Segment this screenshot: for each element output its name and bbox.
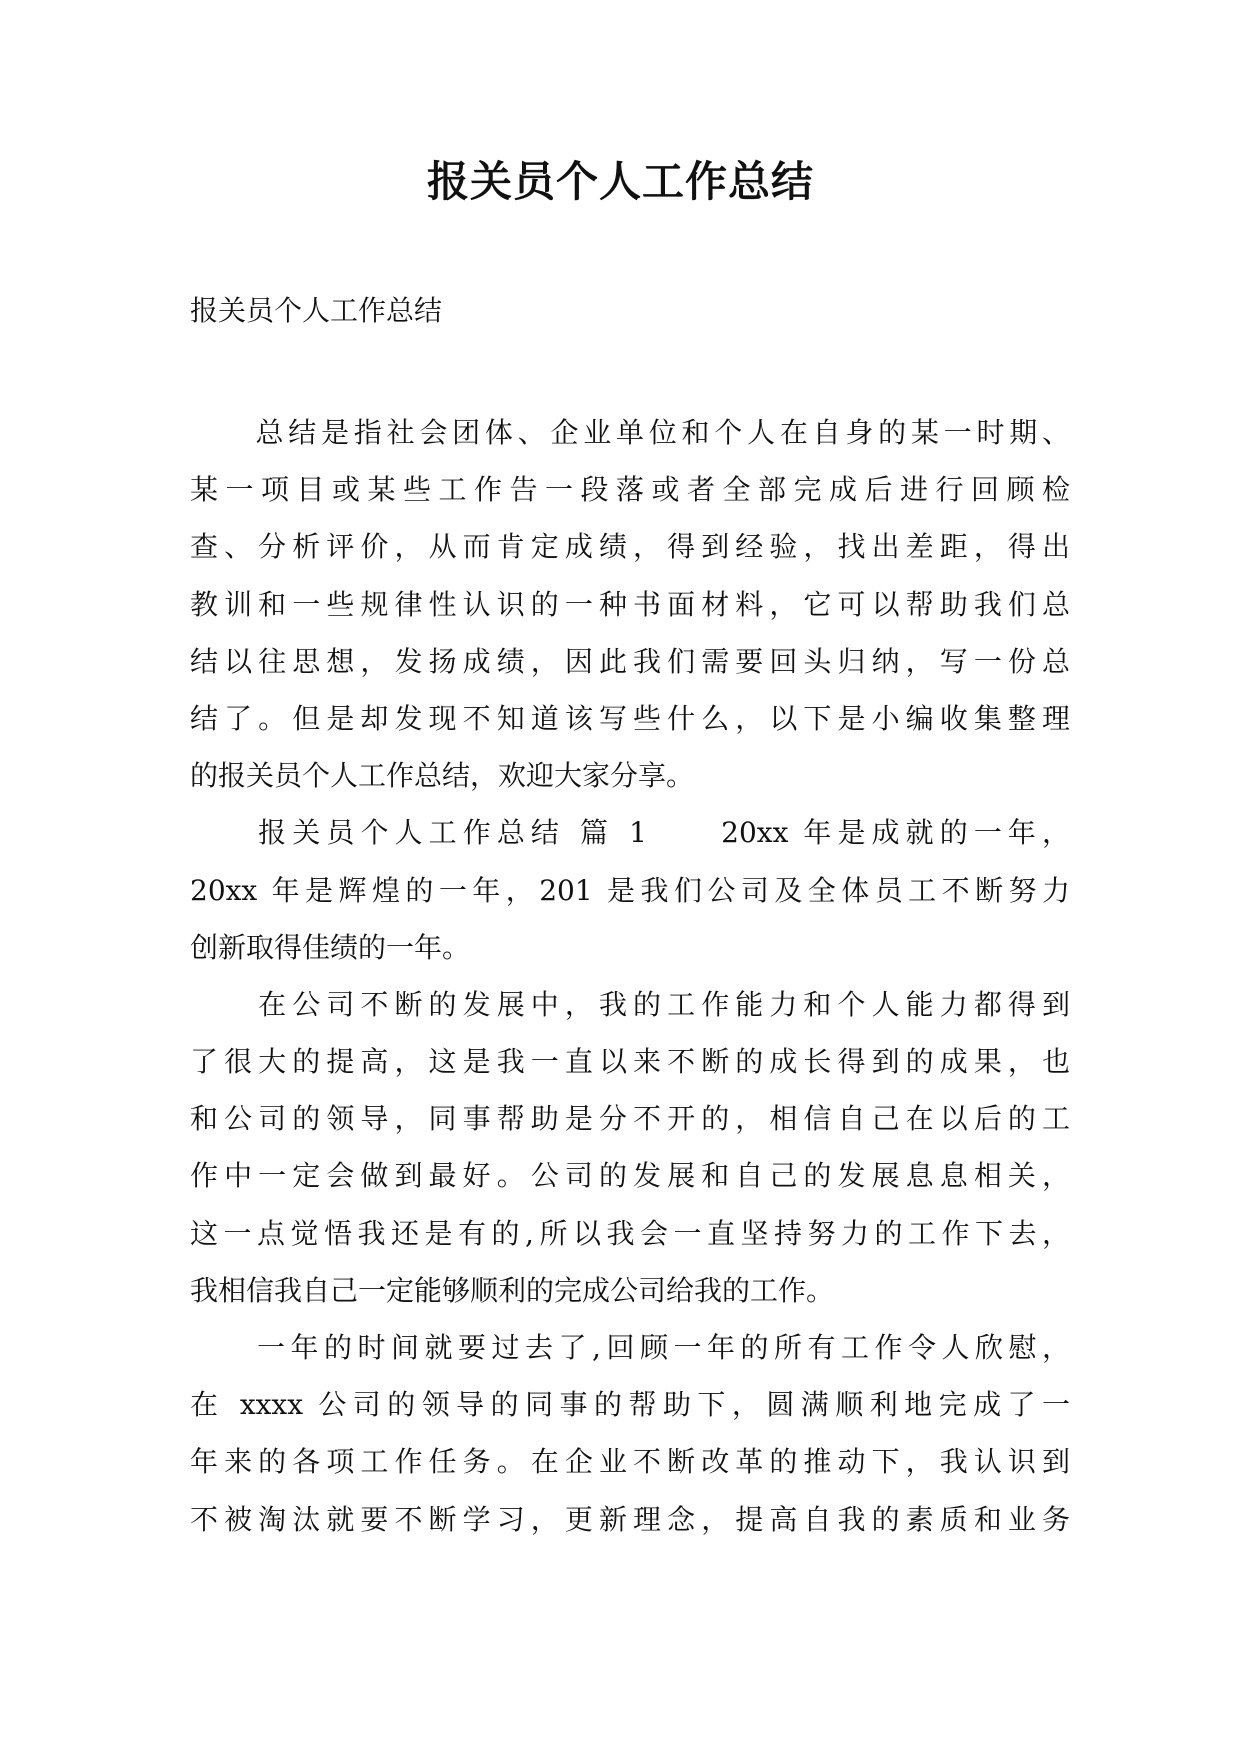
body-line: 教训和一些规律性认识的一种书面材料，它可以帮助我们总 <box>190 587 1070 621</box>
body-line: 作中一定会做到最好。公司的发展和自己的发展息息相关， <box>190 1159 1070 1193</box>
body-line: 报关员个人工作总结 篇 1 20xx 年是成就的一年， <box>190 816 1070 850</box>
body-line: 总结是指社会团体、企业单位和个人在自身的某一时期、 <box>190 416 1070 449</box>
body-line: 我相信我自己一定能够顺利的完成公司给我的工作。 <box>190 1273 835 1307</box>
body-line: 20xx 年是辉煌的一年，201 是我们公司及全体员工不断努力 <box>190 873 1070 907</box>
body-line: 和公司的领导，同事帮助是分不开的，相信自己在以后的工 <box>190 1102 1070 1136</box>
body-line: 了很大的提高，这是我一直以来不断的成长得到的成果，也 <box>190 1045 1070 1079</box>
body-line: 年来的各项工作任务。在企业不断改革的推动下，我认识到 <box>190 1445 1070 1479</box>
body-line: 某一项目或某些工作告一段落或者全部完成后进行回顾检 <box>190 473 1070 507</box>
body-line: 一年的时间就要过去了,回顾一年的所有工作令人欣慰， <box>190 1331 1070 1364</box>
body-line: 在 xxxx 公司的领导的同事的帮助下，圆满顺利地完成了一 <box>190 1388 1070 1422</box>
body-line: 这一点觉悟我还是有的,所以我会一直坚持努力的工作下去， <box>190 1216 1070 1250</box>
body-line: 结以往思想，发扬成绩，因此我们需要回头归纳，写一份总 <box>190 644 1070 678</box>
document-title: 报关员个人工作总结 <box>426 157 814 206</box>
body-line: 在公司不断的发展中，我的工作能力和个人能力都得到 <box>190 987 1070 1021</box>
body-line: 结了。但是却发现不知道该写些什么，以下是小编收集整理 <box>190 701 1070 735</box>
document-body <box>190 404 1070 1548</box>
body-line: 查、分析评价，从而肯定成绩，得到经验，找出差距，得出 <box>190 530 1070 564</box>
body-line: 创新取得佳绩的一年。 <box>190 930 471 964</box>
body-line: 不被淘汰就要不断学习，更新理念，提高自我的素质和业务 <box>190 1502 1070 1536</box>
document-subtitle: 报关员个人工作总结 <box>190 294 443 327</box>
body-line: 的报关员个人工作总结，欢迎大家分享。 <box>190 759 695 793</box>
